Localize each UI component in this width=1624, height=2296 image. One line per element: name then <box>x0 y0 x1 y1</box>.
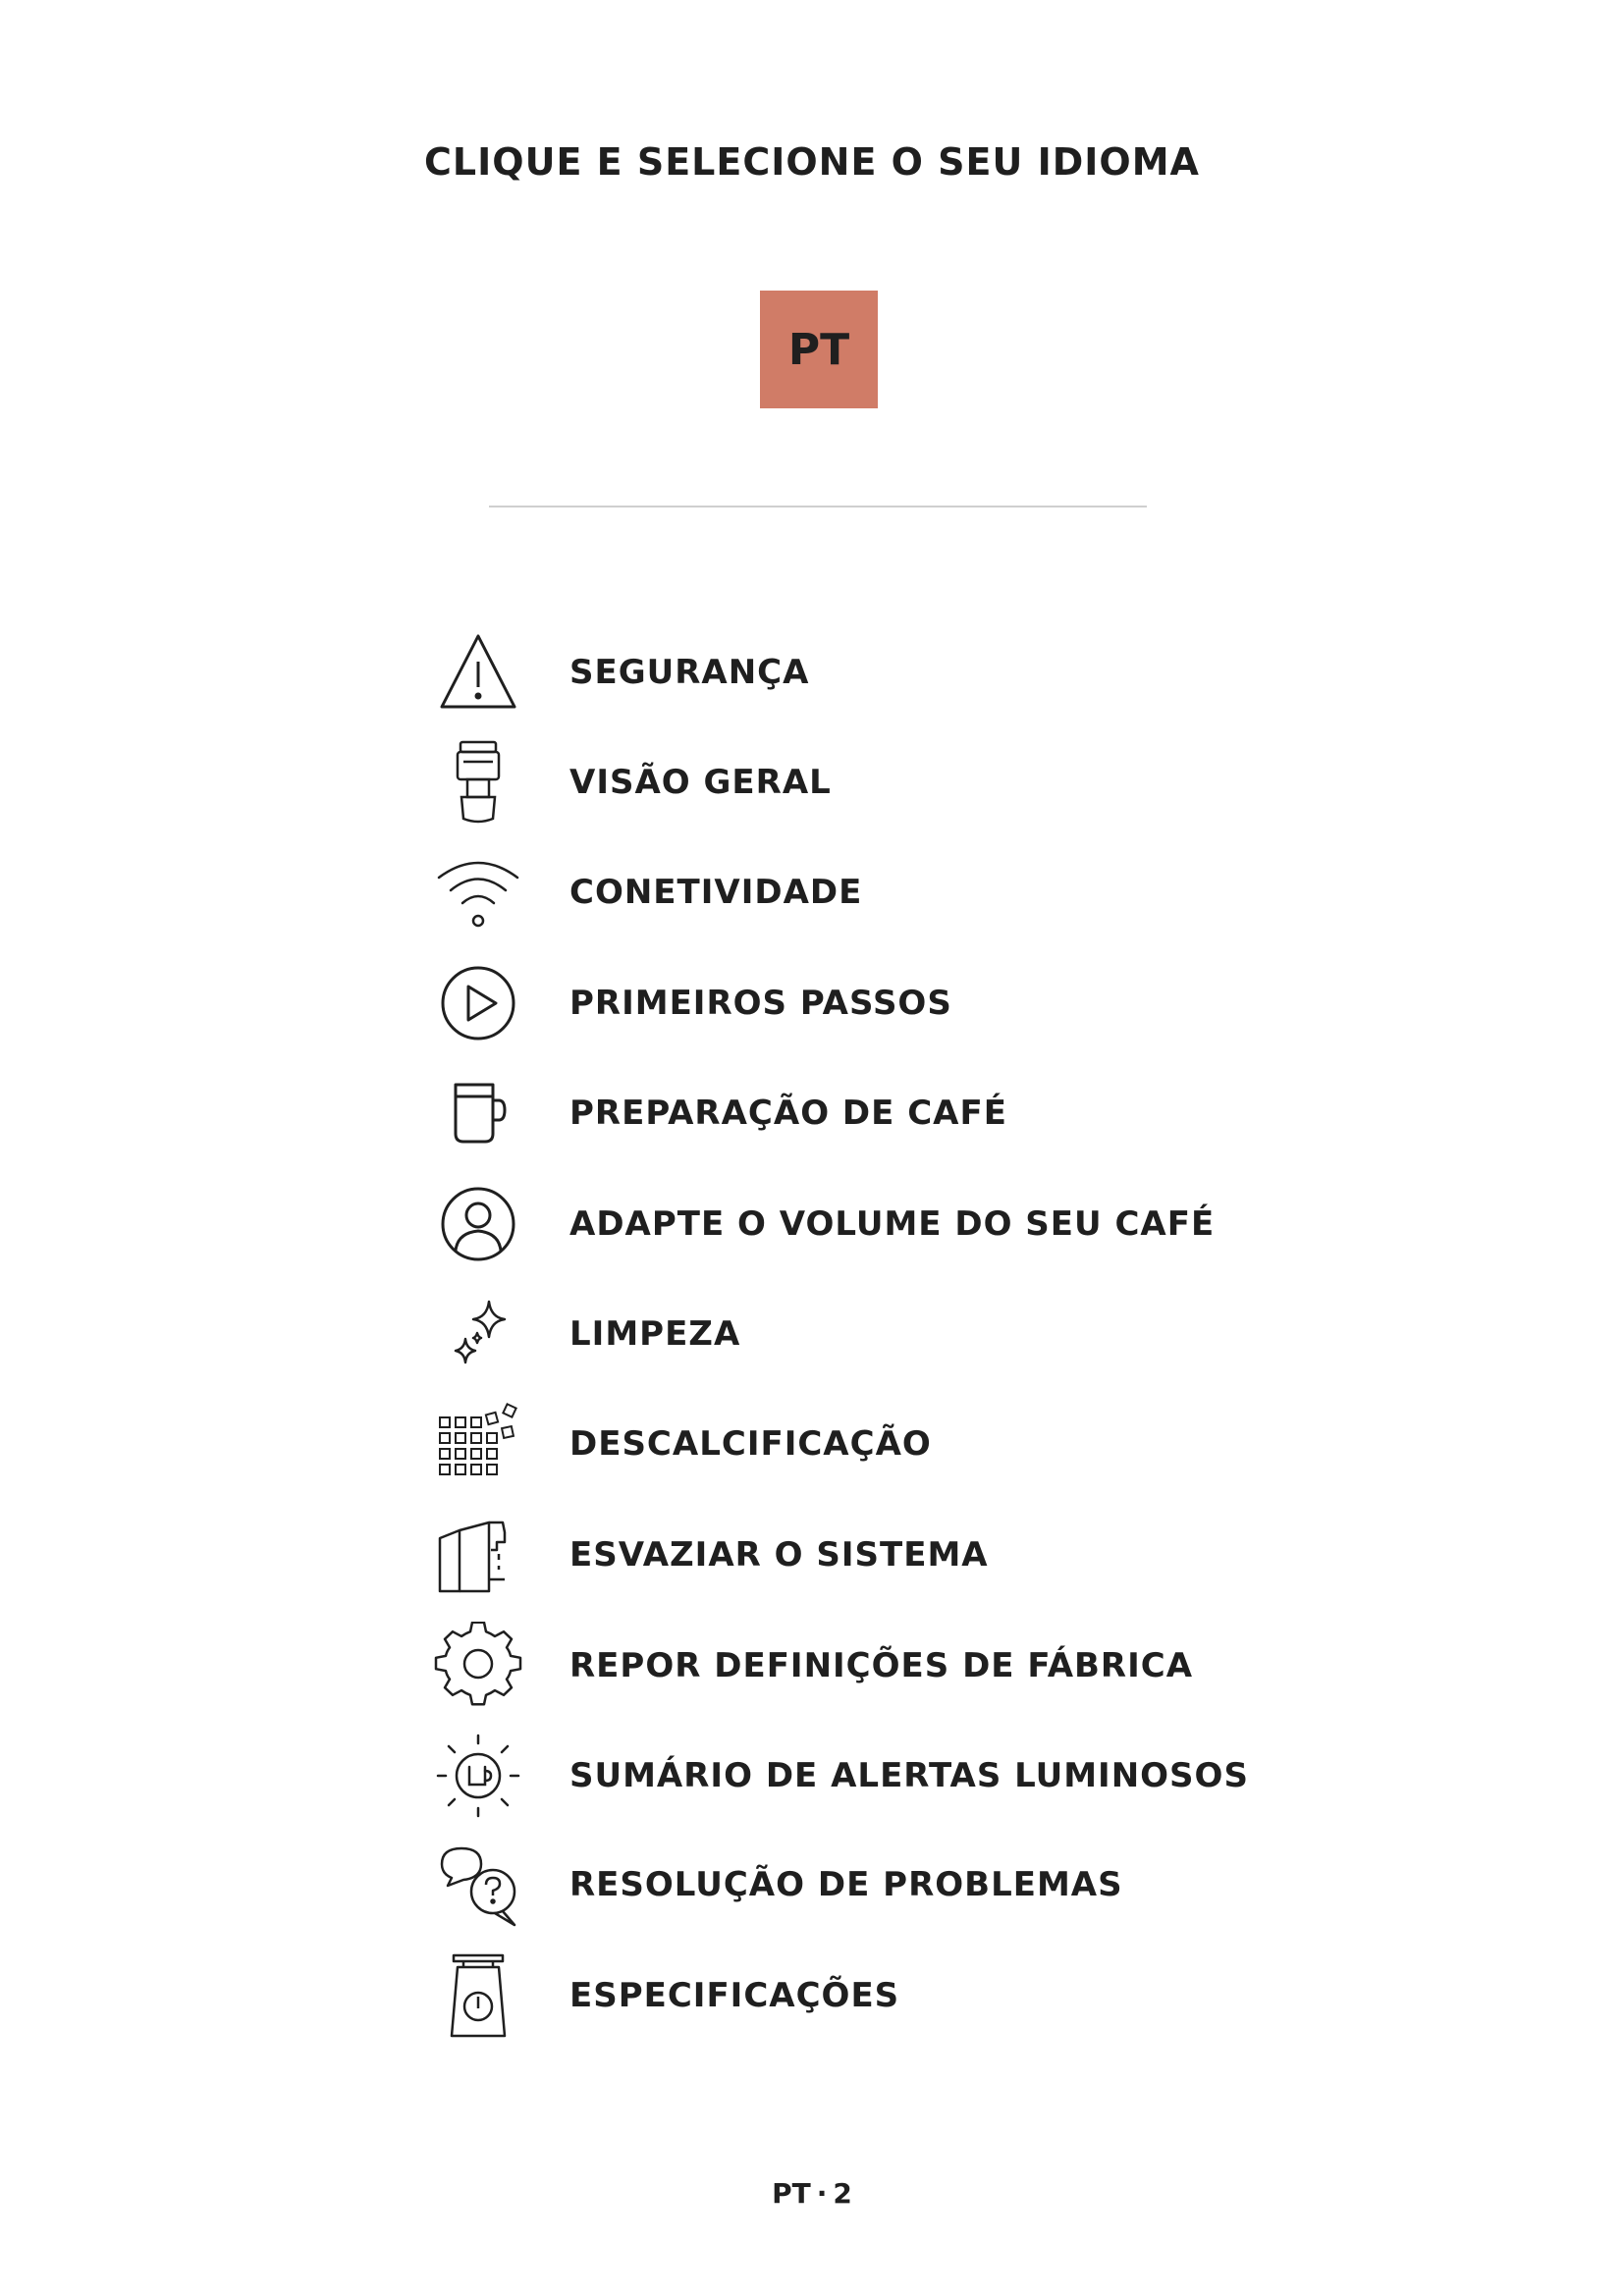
menu-item-label: REPOR DEFINIÇÕES DE FÁBRICA <box>569 1646 1194 1685</box>
machine-icon <box>424 738 532 827</box>
menu-item-label: ESPECIFICAÇÕES <box>569 1976 900 2015</box>
sparkle-icon <box>424 1290 532 1378</box>
menu-item-label: CONETIVIDADE <box>569 873 863 912</box>
menu-item-label: RESOLUÇÃO DE PROBLEMAS <box>569 1865 1123 1904</box>
light-alert-icon <box>424 1732 532 1820</box>
menu-item-limpeza[interactable] <box>424 1290 1269 1378</box>
menu-item-esvaziar-sistema[interactable] <box>424 1511 1269 1599</box>
empty-system-icon <box>424 1511 532 1599</box>
language-button-pt[interactable]: PT <box>760 291 878 408</box>
warning-icon <box>424 628 532 717</box>
footer-language: PT <box>772 2177 811 2210</box>
wifi-icon <box>424 848 532 936</box>
user-icon <box>424 1180 532 1268</box>
menu-item-preparacao-de-cafe[interactable] <box>424 1069 1269 1157</box>
page-number: 2 <box>833 2177 852 2210</box>
menu-item-label: SEGURANÇA <box>569 653 810 692</box>
chat-question-icon <box>424 1841 532 1929</box>
menu-item-label: SUMÁRIO DE ALERTAS LUMINOSOS <box>569 1756 1249 1795</box>
menu-item-label: VISÃO GERAL <box>569 763 832 802</box>
menu-item-label: PRIMEIROS PASSOS <box>569 984 952 1023</box>
menu-item-label: ESVAZIAR O SISTEMA <box>569 1535 989 1575</box>
menu-item-label: ADAPTE O VOLUME DO SEU CAFÉ <box>569 1204 1216 1244</box>
menu-item-label: DESCALCIFICAÇÃO <box>569 1424 932 1464</box>
menu-item-especificacoes[interactable] <box>424 1951 1269 2040</box>
menu-item-resolucao-problemas[interactable] <box>424 1841 1269 1929</box>
menu-item-primeiros-passos[interactable] <box>424 959 1269 1047</box>
menu-item-descalcificacao[interactable] <box>424 1400 1269 1488</box>
menu-item-conetividade[interactable] <box>424 848 1269 936</box>
descaling-grid-icon <box>424 1400 532 1488</box>
page-footer <box>0 2177 1624 2210</box>
page-title: CLIQUE E SELECIONE O SEU IDIOMA <box>424 140 1200 184</box>
gear-icon <box>424 1622 532 1710</box>
menu-item-adapte-volume[interactable] <box>424 1180 1269 1268</box>
menu-item-label: LIMPEZA <box>569 1314 741 1354</box>
menu-item-seguranca[interactable] <box>424 628 1269 717</box>
menu-item-repor-definicoes[interactable] <box>424 1622 1269 1710</box>
menu-item-sumario-alertas[interactable] <box>424 1732 1269 1820</box>
menu-item-visao-geral[interactable] <box>424 738 1269 827</box>
menu-item-label: PREPARAÇÃO DE CAFÉ <box>569 1094 1007 1133</box>
footer-separator: · <box>816 2177 828 2210</box>
mug-icon <box>424 1069 532 1157</box>
divider <box>489 506 1147 507</box>
scale-icon <box>424 1951 532 2040</box>
play-icon <box>424 959 532 1047</box>
